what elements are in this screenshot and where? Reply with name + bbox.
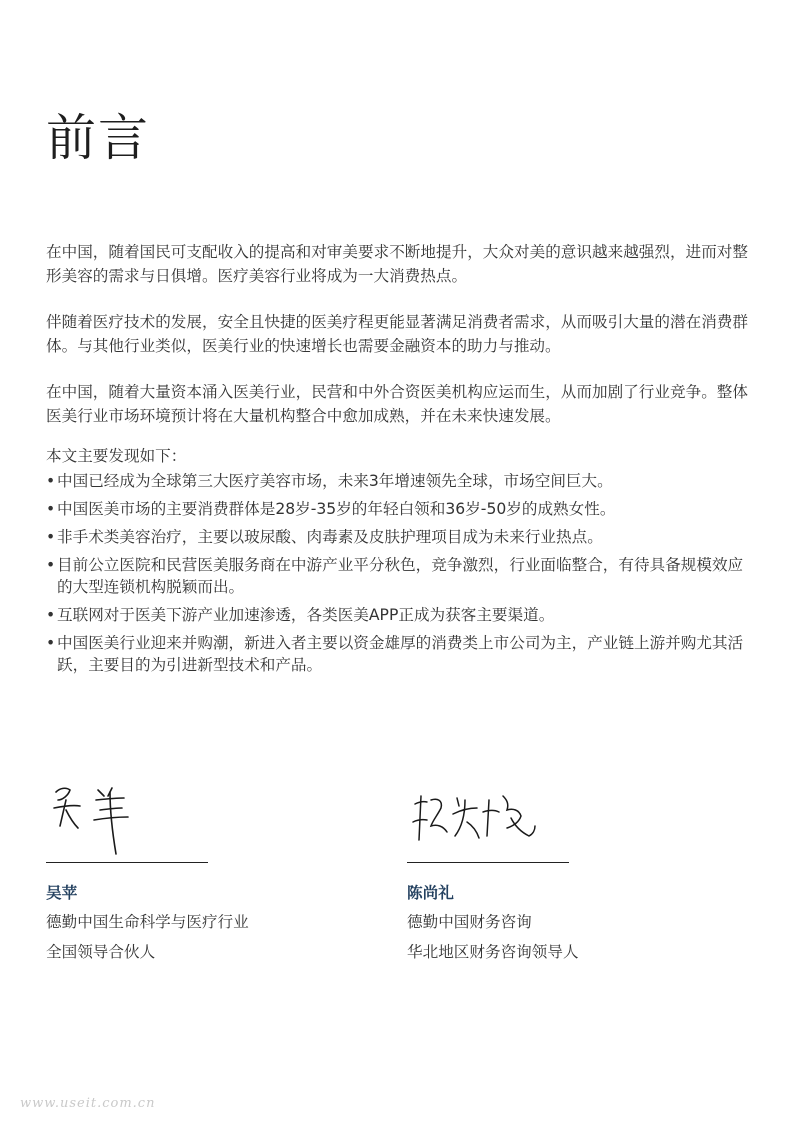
finding-item: • 中国已经成为全球第三大医疗美容市场，未来3年增速领先全球，市场空间巨大。 bbox=[46, 470, 748, 492]
finding-item: • 中国医美市场的主要消费群体是28岁-35岁的年轻白领和36岁-50岁的成熟女性。 bbox=[46, 498, 748, 520]
paragraph-3: 在中国，随着大量资本涌入医美行业，民营和中外合资医美机构应运而生，从而加剧了行业竞争。整体医美行业市场环境预计将在大量机构整合中愈加成熟，并在未来快速发展。 bbox=[46, 383, 748, 425]
findings-intro: 本文主要发现如下： bbox=[46, 447, 187, 465]
signature-line bbox=[407, 862, 569, 863]
handwritten-signature bbox=[407, 770, 667, 862]
signature-block-left bbox=[46, 770, 306, 963]
finding-item: • 非手术类美容治疗，主要以玻尿酸、肉毒素及皮肤护理项目成为未来行业热点。 bbox=[46, 526, 748, 548]
paragraph-2: 伴随着医疗技术的发展，安全且快捷的医美疗程更能显著满足消费者需求，从而吸引大量的潜在消费群体。与其他行业类似，医美行业的快速增长也需要金融资本的助力与推动。 bbox=[46, 313, 748, 355]
page-title: 前言 bbox=[46, 109, 150, 167]
finding-item: • 目前公立医院和民营医美服务商在中游产业平分秋色，竞争激烈，行业面临整合，有待具备规模效应的大型连锁机构脱颖而出。 bbox=[46, 554, 748, 598]
signatory-title: 全国领导合伙人 bbox=[46, 943, 156, 961]
signatory-title: 华北地区财务咨询领导人 bbox=[407, 943, 579, 961]
findings-list bbox=[46, 470, 748, 676]
signatory-title: 德勤中国生命科学与医疗行业 bbox=[46, 913, 249, 931]
signatory-title: 德勤中国财务咨询 bbox=[407, 913, 532, 931]
finding-item: • 互联网对于医美下游产业加速渗透，各类医美APP正成为获客主要渠道。 bbox=[46, 604, 748, 626]
finding-item: • 中国医美行业迎来并购潮，新进入者主要以资金雄厚的消费类上市公司为主，产业链上游并购尤其活跃，主要目的为引进新型技术和产品。 bbox=[46, 632, 748, 676]
signature-line bbox=[46, 862, 208, 863]
handwritten-signature bbox=[46, 770, 306, 862]
signature-block-right bbox=[407, 770, 667, 963]
watermark: www.useit.com.cn bbox=[20, 1096, 156, 1111]
paragraph-1: 在中国，随着国民可支配收入的提高和对审美要求不断地提升，大众对美的意识越来越强烈，进而对整形美容的需求与日俱增。医疗美容行业将成为一大消费热点。 bbox=[46, 243, 748, 285]
signatory-name: 吴苹 bbox=[46, 884, 78, 902]
body-text bbox=[46, 240, 748, 682]
signatory-name: 陈尚礼 bbox=[407, 884, 454, 902]
